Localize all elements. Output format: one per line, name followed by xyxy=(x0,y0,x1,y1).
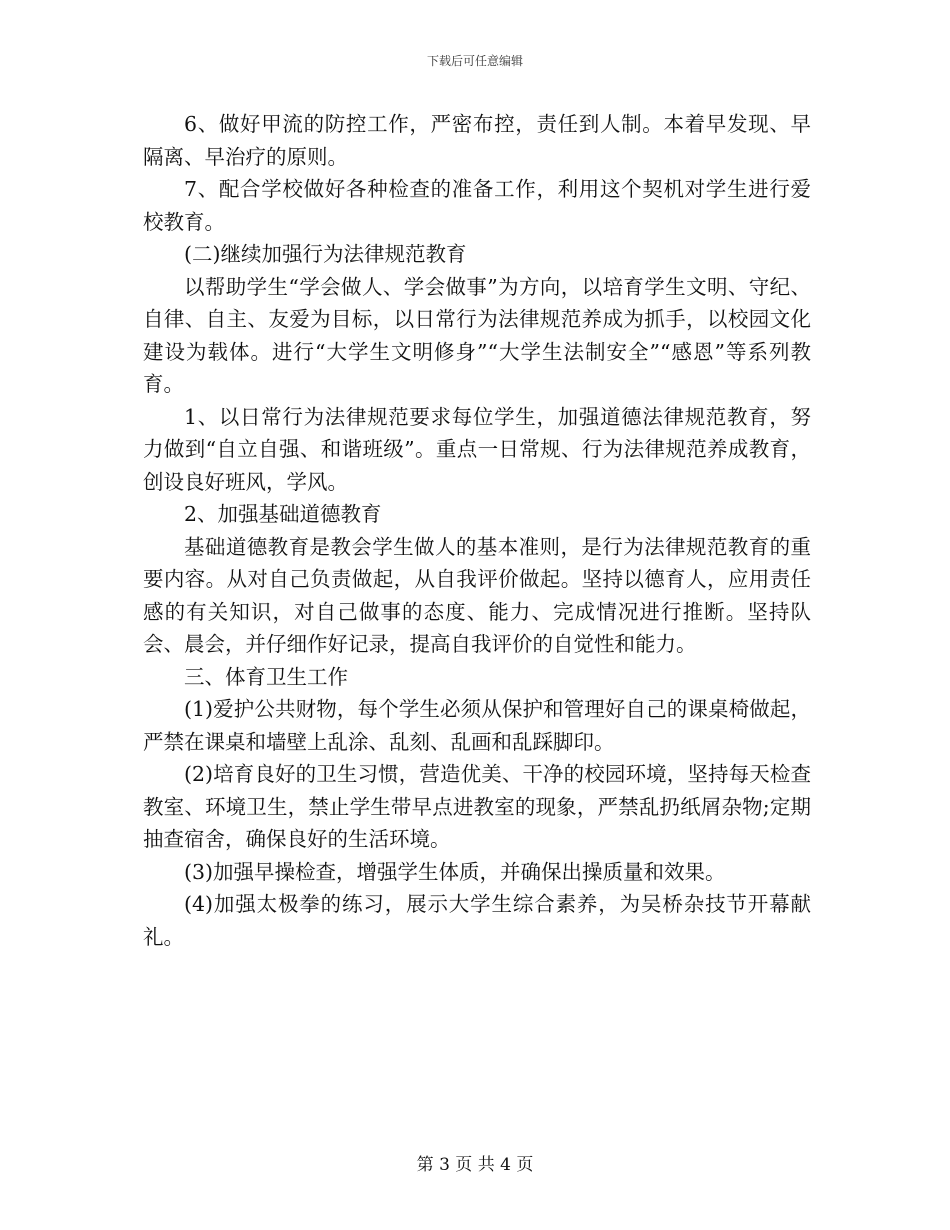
paragraph-item-7: 7、配合学校做好各种检查的准备工作，利用这个契机对学生进行爱校教育。 xyxy=(143,177,811,234)
paragraph-point-1: (1)爱护公共财物，每个学生必须从保护和管理好自己的课桌椅做起，严禁在课桌和墙壁上乱涂、乱刻、乱画和乱踩脚印。 xyxy=(143,697,811,754)
subheading-basic-morality: 2、加强基础道德教育 xyxy=(184,502,382,526)
paragraph-item-6: 6、做好甲流的防控工作，严密布控，责任到人制。本着早发现、早隔离、早治疗的原则。 xyxy=(143,112,811,169)
paragraph-point-4: (4)加强太极拳的练习，展示大学生综合素养，为吴桥杂技节开幕献礼。 xyxy=(143,892,811,949)
paragraph-item-1: 1、以日常行为法律规范要求每位学生，加强道德法律规范教育，努力做到“自立自强、和谐班级”。重点一日常规、行为法律规范养成教育，创设良好班风，学风。 xyxy=(143,404,811,494)
page-header: 下载后可任意编辑 xyxy=(426,54,523,68)
page-number: 第 3 页 共 4 页 xyxy=(416,1155,534,1175)
document-body xyxy=(143,108,811,953)
section-heading-behavior-norms: (二)继续加强行为法律规范教育 xyxy=(184,242,467,266)
paragraph-point-2: (2)培育良好的卫生习惯，营造优美、干净的校园环境，坚持每天检查教室、环境卫生，禁止学生带早点进教室的现象，严禁乱扔纸屑杂物;定期抽查宿舍，确保良好的生活环境。 xyxy=(143,762,811,851)
paragraph-basic-morality: 基础道德教育是教会学生做人的基本准则，是行为法律规范教育的重要内容。从对自己负责做起，从自我评价做起。坚持以德育人，应用责任感的有关知识，对自己做事的态度、能力、完成情况进行推断。坚持队会、晨会，并仔细作好记录，提高自我评价的自觉性和能力。 xyxy=(143,534,811,656)
paragraph-point-3: (3)加强早操检查，增强学生体质，并确保出操质量和效果。 xyxy=(184,859,726,884)
section-heading-sports-hygiene: 三、体育卫生工作 xyxy=(184,664,348,689)
paragraph-behavior-goals: 以帮助学生“学会做人、学会做事”为方向，以培育学生文明、守纪、自律、自主、友爱为目标，以日常行为法律规范养成为抓手，以校园文化建设为载体。进行“大学生文明修身”“大学生法制安全”“感恩”等系列教育。 xyxy=(143,274,811,396)
